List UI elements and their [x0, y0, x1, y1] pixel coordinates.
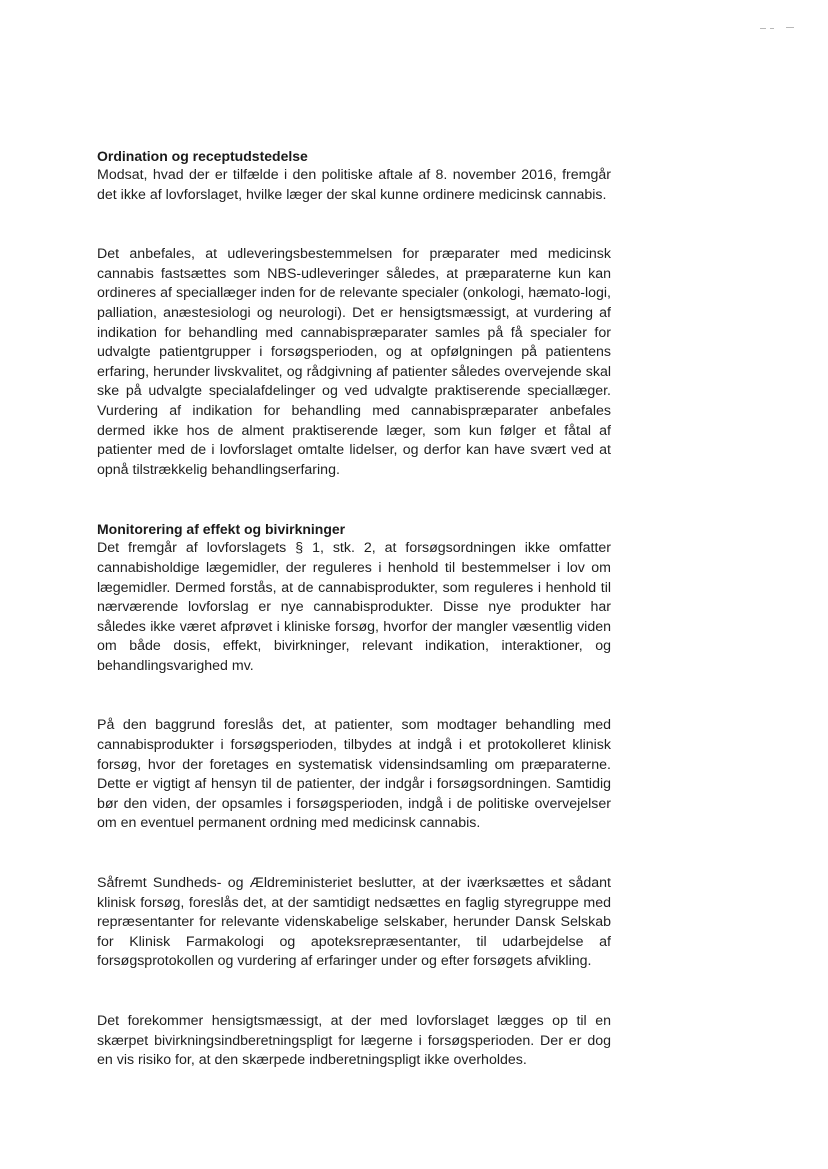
paragraph: Det fremgår af lovforslagets § 1, stk. 2, at forsøgsordningen ikke omfatter cannabisholdige lægemidler, der reguleres i henhold til bestemmelser i lov om lægemidler. Dermed forstås, at de cannabisprodukter, som reguleres i henhold til nærværende lovforslag er nye cannabisprodukter. Disse nye produkter har således ikke været afprøvet i kliniske forsøg, hvorfor der mangler væsentlig viden om både dosis, effekt, bivirkninger, relevant indikation, interaktioner, og behandlingsvarighed mv. — [97, 540, 611, 674]
paragraph: Modsat, hvad der er tilfælde i den politiske aftale af 8. november 2016, fremgår det ikke af lovforslaget, hvilke læger der skal kunne ordinere medicinsk cannabis. — [97, 167, 611, 203]
section-heading-ordination: Ordination og receptudstedelse — [97, 148, 308, 164]
paragraph: Det forekommer hensigtsmæssigt, at der med lovforslaget lægges op til en skærpet bivirkningsindberetningspligt for lægerne i forsøgsperioden. Der er dog en vis risiko for, at den skærpede indberetningspligt ikke overholdes. — [97, 1013, 611, 1069]
document-body — [97, 146, 611, 1071]
scan-mark — [760, 26, 800, 32]
paragraph: Det anbefales, at udleveringsbestemmelsen for præparater med medicinsk cannabis fastsættes som NBS-udleveringer således, at præparaterne kun kan ordineres af speciallæger inden for de relevante specialer (onkologi, hæmato-logi, palliation, anæstesiologi og neurologi). Det er hensigtsmæssigt, at vurdering af indikation for behandling med cannabispræparater samles på få specialer for udvalgte patientgrupper i forsøgsperioden, og at opfølgningen på patientens erfaring, herunder livskvalitet, og rådgivning af patienter således overvejende skal ske på udvalgte specialafdelinger og ved udvalgte praktiserende speciallæger. Vurdering af indikation for behandling med cannabispræparater anbefales dermed ikke hos de alment praktiserende læger, som kun følger et fåtal af patienter med de i lovforslaget omtalte lidelser, og derfor kan have svært ved at opnå tilstrækkelig behandlingserfaring. — [97, 246, 611, 478]
paragraph: På den baggrund foreslås det, at patienter, som modtager behandling med cannabisprodukter i forsøgsperioden, tilbydes at indgå i et protokolleret klinisk forsøg, hvor der foretages en systematisk vidensindsamling om præparaterne. Dette er vigtigt af hensyn til de patienter, der indgår i forsøgsordningen. Samtidig bør den viden, der opsamles i forsøgsperioden, indgå i de politiske overvejelser om en eventuel permanent ordning med medicinsk cannabis. — [97, 717, 611, 832]
paragraph: Såfremt Sundheds- og Ældreministeriet beslutter, at der iværksættes et sådant klinisk forsøg, foreslås det, at der samtidigt nedsættes en faglig styregruppe med repræsentanter for relevante videnskabelige selskaber, herunder Dansk Selskab for Klinisk Farmakologi og apoteksrepræsentanter, til udarbejdelse af forsøgsprotokollen og vurdering af erfaringer under og efter forsøgets afvikling. — [97, 875, 611, 970]
section-heading-monitorering: Monitorering af effekt og bivirkninger — [97, 521, 346, 538]
